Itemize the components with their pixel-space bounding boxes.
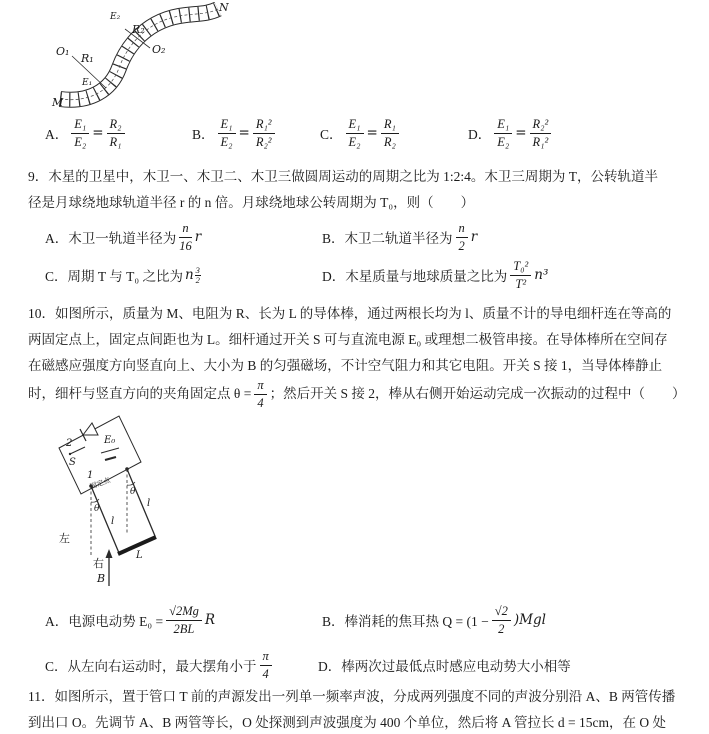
label-rod-L: L — [136, 550, 143, 561]
diode-icon — [83, 423, 98, 435]
option-label: A． — [45, 127, 69, 142]
fraction: $\frac{\text{E₁}}{\text{E₂}}$ — [494, 117, 512, 149]
label-m: M — [52, 96, 64, 109]
option-text: D．棒两次过最低点时感应电动势大小相等 — [318, 659, 571, 674]
fraction: $\frac{\text{R₂}}{\text{R₁}}$ — [107, 117, 125, 149]
option-text: r — [194, 229, 202, 245]
q9-line-1: 9．木星的卫星中，木卫一、木卫二、木卫三做圆周运动的周期之比为 1:2:4。木卫三周期为 T，公转轨道半 — [28, 169, 658, 184]
label-e1: E₁ — [82, 78, 93, 88]
label-rod-l-right: l — [147, 498, 151, 509]
q10-option-a — [45, 598, 215, 642]
q10-line-4 — [28, 376, 684, 412]
option-text: C．周期 T 与 T₀ 之比为 — [45, 269, 183, 284]
fraction: $\frac{\text{E₁}}{\text{E₂}}$ — [71, 117, 89, 149]
label-o1: O₁ — [56, 45, 70, 58]
label-fixed-points: 固定点 — [89, 477, 112, 491]
q10-options-row-cd — [45, 646, 701, 684]
q9-option-b — [322, 218, 477, 256]
option-label: C． — [320, 127, 343, 142]
label-r1: R₁ — [81, 52, 94, 65]
q9-option-d — [322, 256, 548, 294]
label-b-field: B — [97, 572, 106, 585]
label-r2: R₂ — [132, 23, 145, 36]
label-contact-1: 1 — [87, 470, 94, 481]
q10-option-d — [318, 646, 571, 684]
q10-option-c — [45, 646, 275, 684]
q11-stem — [28, 684, 684, 734]
fraction: $\frac{\text{T₀²}}{\text{T²}}$ — [510, 259, 531, 291]
fraction: $\frac{√2}{2}$ — [492, 604, 511, 636]
q10-line-1: 10．如图所示，质量为 M、电阻为 R、长为 L 的导体棒，通过两根长均为 l、质量不计的导电细杆连在等高的 — [28, 306, 672, 321]
option-label: B． — [192, 127, 215, 142]
q11-line-1: 11．如图所示，置于管口 T 前的声源发出一列单一频率声波，分成两列强度不同的声波分别沿 A、B 两管传播 — [28, 689, 676, 704]
exponent-fraction: 3 2 — [195, 264, 200, 285]
option-text: A．木卫一轨道半径为 — [45, 231, 177, 246]
label-left: 左 — [59, 533, 70, 545]
equals-sign: = — [238, 125, 250, 141]
fraction: $\frac{\text{R₁²}}{\text{R₂²}}$ — [253, 117, 275, 149]
q10-line-3: 在磁感应强度方向竖直向上、大小为 B 的匀强磁场，不计空气阻力和其它电阻。开关 S 接 1，当导体棒静止 — [28, 358, 663, 373]
q9-line-2: 径是月球绕地球轨道半径 r 的 n 倍。月球绕地球公转周期为 T₀，则（ ） — [28, 195, 475, 210]
curved-tube-figure — [48, 2, 238, 114]
label-right: 右 — [93, 558, 104, 570]
q10-options-row-ab — [45, 598, 701, 642]
fraction: $\frac{n}{2}$ — [456, 221, 468, 253]
option-text: n³ — [534, 267, 549, 283]
equals-sign: = — [515, 125, 527, 141]
fraction: $\frac{√2Mg}{2BL}$ — [166, 604, 202, 636]
option-text: A．电源电动势 E₀ = — [45, 614, 164, 629]
equals-sign: = — [366, 125, 378, 141]
fraction: $\frac{\pi}{4}$ — [260, 649, 272, 681]
option-text: r — [470, 229, 478, 245]
option-text: C．从左向右运动时，最大摆角小于 — [45, 659, 257, 674]
q10-option-b — [322, 598, 546, 642]
option-text: R — [204, 612, 216, 628]
label-rod-l-left: l — [111, 516, 115, 527]
label-o2: O₂ — [152, 43, 166, 56]
q9-options-row-ab — [45, 218, 701, 256]
q10-line-2: 两固定点上，固定点间距也为 L。细杆通过开关 S 可与直流电源 E₀ 或理想二极管串接。在导体棒所在空间存 — [28, 332, 668, 347]
q8-option-a — [45, 112, 128, 154]
fraction: $\frac{\text{E₁}}{\text{E₂}}$ — [218, 117, 236, 149]
label-theta-left: θ — [94, 504, 100, 514]
q10-stem — [28, 301, 684, 379]
fraction: $\frac{\text{R₂²}}{\text{R₁²}}$ — [530, 117, 552, 149]
option-text: D．木星质量与地球质量之比为 — [322, 269, 508, 284]
label-e2: E₂ — [110, 12, 121, 22]
q9-stem — [28, 164, 684, 216]
rod-pendulum-circuit-figure — [45, 410, 205, 595]
q8-option-b — [192, 112, 278, 154]
q9-option-c — [45, 256, 201, 294]
fraction: $\frac{\text{R₁}}{\text{R₂}}$ — [381, 117, 399, 149]
label-e0: E₀ — [104, 435, 116, 446]
label-theta-right: θ — [130, 487, 136, 497]
option-text: B．木卫二轨道半径为 — [322, 231, 453, 246]
q11-line-2: 到出口 O。先调节 A、B 两管等长，O 处探测到声波强度为 400 个单位，然后将 A 管拉长 d = 15cm，在 O 处 — [28, 715, 666, 730]
label-switch-s: S — [69, 457, 76, 468]
equals-sign: = — [92, 125, 104, 141]
exponent-base: n — [184, 267, 194, 283]
battery-long-plate — [101, 448, 119, 453]
fraction: $\frac{\text{E₁}}{\text{E₂}}$ — [346, 117, 364, 149]
label-contact-2: 2 — [66, 438, 73, 449]
q10-line-4-post: ；然后开关 S 接 2，棒从右侧开始运动完成一次振动的过程中（ ） — [269, 386, 686, 401]
q9-options-row-cd — [45, 256, 701, 294]
q8-option-c — [320, 112, 402, 154]
q9-option-a — [45, 218, 201, 256]
option-text: )Mgl — [513, 612, 546, 628]
q10-line-4-pre: 时，细杆与竖直方向的夹角固定点 θ = — [28, 386, 252, 401]
option-label: D． — [468, 127, 492, 142]
q8-option-d — [468, 112, 554, 154]
fraction: $\frac{n}{16}$ — [179, 221, 192, 253]
battery-short-plate — [105, 457, 116, 460]
fraction: $\frac{\pi}{4}$ — [254, 378, 266, 410]
q8-options-row — [45, 112, 701, 154]
option-text: B．棒消耗的焦耳热 Q = (1 − — [322, 614, 489, 629]
label-n: N — [219, 2, 229, 14]
